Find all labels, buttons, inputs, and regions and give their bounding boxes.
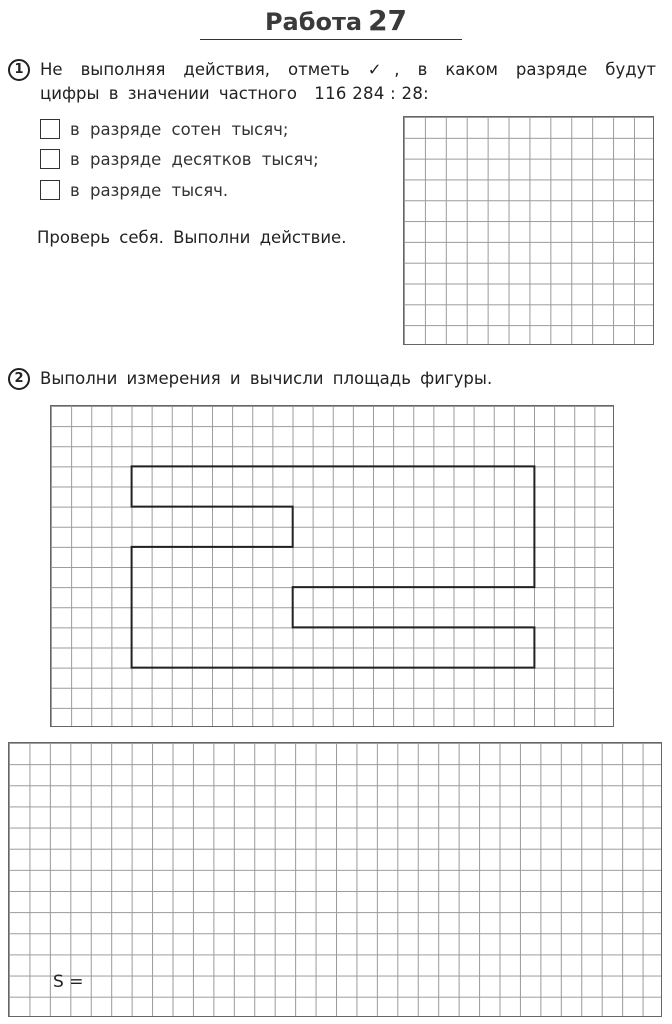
word: в [417, 60, 428, 79]
title-number: 27 [368, 4, 408, 37]
task-1-text-line-1 [40, 60, 656, 79]
word: Не [40, 60, 63, 79]
option-label: в разряде сотен тысяч; [70, 119, 289, 139]
word: отметь [288, 60, 350, 79]
option-label: в разряде тысяч. [70, 180, 229, 200]
task-2-text: Выполни измерения и вычисли площадь фигуры. [40, 369, 493, 388]
option-thousands[interactable] [40, 179, 228, 201]
title-word: Работа [264, 8, 363, 36]
task-2-number: 2 [8, 368, 30, 390]
word: будут [605, 60, 656, 79]
page-title [0, 4, 672, 40]
word: выполняя [80, 60, 166, 79]
task-1-line-2-text: цифры в значении частного [40, 84, 298, 103]
title-underline [200, 39, 462, 40]
task-1-number: 1 [8, 59, 30, 81]
word: действия, [183, 60, 271, 79]
option-checkbox[interactable] [40, 149, 60, 169]
word: разряде [515, 60, 588, 79]
checkmark-word: ✓, [367, 60, 400, 79]
division-expression: 116 284 : 28: [314, 84, 430, 103]
area-answer-label: S = [53, 972, 84, 992]
option-checkbox[interactable] [40, 119, 60, 139]
figure-canvas [51, 406, 615, 728]
check-yourself-text: Проверь себя. Выполни действие. [37, 228, 347, 247]
answer-grid-task-1[interactable] [403, 116, 654, 345]
option-hundred-thousands[interactable] [40, 118, 288, 140]
option-checkbox[interactable] [40, 180, 60, 200]
word: каком [445, 60, 498, 79]
option-label: в разряде десятков тысяч; [70, 149, 319, 169]
work-grid[interactable] [8, 742, 662, 1017]
figure-outline [132, 466, 535, 667]
figure-grid [50, 405, 614, 727]
option-ten-thousands[interactable] [40, 148, 319, 170]
task-1-text-line-2 [40, 84, 429, 103]
